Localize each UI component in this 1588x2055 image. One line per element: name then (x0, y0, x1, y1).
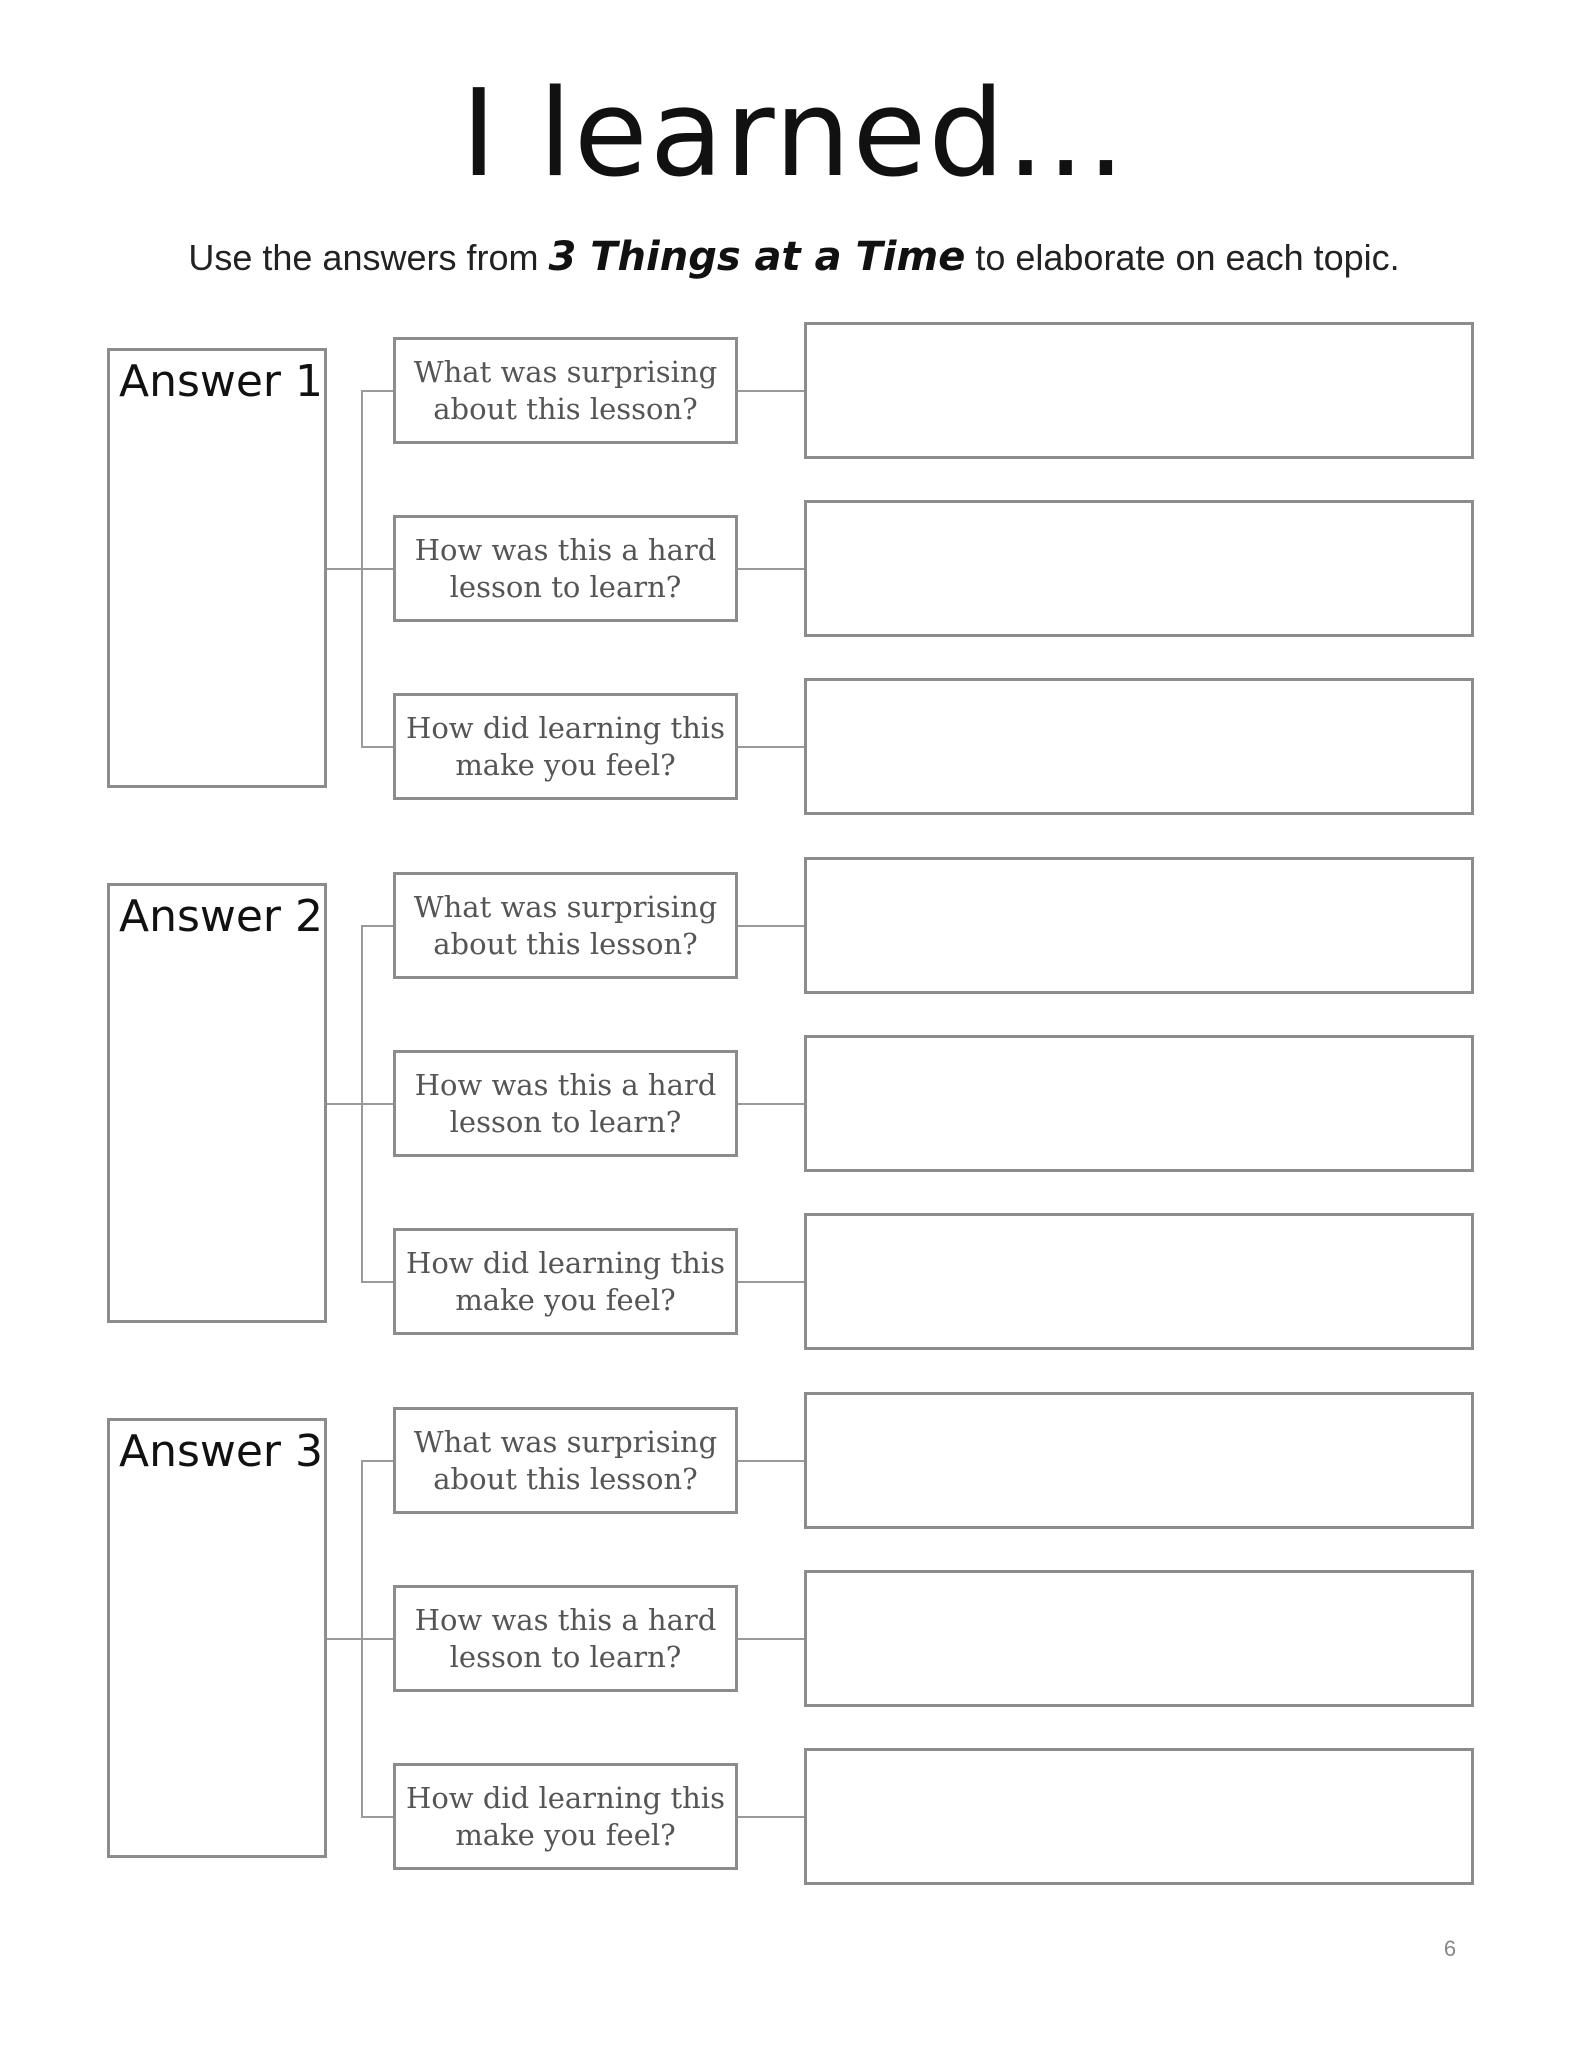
question-feel: How did learning this make you feel? (393, 693, 738, 800)
response-box[interactable] (804, 1570, 1474, 1707)
connector-line (738, 925, 804, 927)
connector-line (327, 568, 363, 570)
connector-line (738, 390, 804, 392)
connector-line (327, 1103, 363, 1105)
connector-branch (361, 746, 393, 748)
page-title: I learned... (461, 65, 1127, 204)
answer-3-label: Answer 3 (118, 1426, 324, 1477)
connector-branch (361, 568, 393, 570)
instructions-before: Use the answers from (188, 237, 549, 278)
answer-section-1 (0, 330, 1588, 840)
answer-section-3 (0, 1400, 1588, 1910)
response-box[interactable] (804, 1392, 1474, 1529)
response-box[interactable] (804, 1213, 1474, 1350)
response-box[interactable] (804, 322, 1474, 459)
answer-1-label: Answer 1 (118, 356, 324, 407)
connector-branch (361, 1816, 393, 1818)
answer-section-2 (0, 865, 1588, 1375)
connector-branch (361, 390, 393, 392)
connector-line (738, 1460, 804, 1462)
question-hard: How was this a hard lesson to learn? (393, 1050, 738, 1157)
connector-line (738, 568, 804, 570)
question-hard: How was this a hard lesson to learn? (393, 1585, 738, 1692)
response-box[interactable] (804, 500, 1474, 637)
response-box[interactable] (804, 857, 1474, 994)
answer-2-label: Answer 2 (118, 891, 324, 942)
connector-branch (361, 1638, 393, 1640)
connector-line (738, 1816, 804, 1818)
question-surprising: What was surprising about this lesson? (393, 872, 738, 979)
connector-line (738, 1638, 804, 1640)
connector-line (738, 1103, 804, 1105)
question-surprising: What was surprising about this lesson? (393, 337, 738, 444)
answer-2-box[interactable] (107, 883, 327, 1323)
connector-branch (361, 1460, 393, 1462)
page-number: 6 (1443, 1936, 1457, 1961)
answer-3-box[interactable] (107, 1418, 327, 1858)
answer-1-box[interactable] (107, 348, 327, 788)
connector-branch (361, 1281, 393, 1283)
question-feel: How did learning this make you feel? (393, 1228, 738, 1335)
connector-line (327, 1638, 363, 1640)
connector-branch (361, 1103, 393, 1105)
connector-line (738, 746, 804, 748)
connector-branch (361, 925, 393, 927)
question-feel: How did learning this make you feel? (393, 1763, 738, 1870)
instructions-after: to elaborate on each topic. (965, 237, 1400, 278)
question-surprising: What was surprising about this lesson? (393, 1407, 738, 1514)
response-box[interactable] (804, 1035, 1474, 1172)
instructions (0, 232, 1588, 283)
connector-line (738, 1281, 804, 1283)
instructions-emphasis: 3 Things at a Time (548, 234, 966, 280)
question-hard: How was this a hard lesson to learn? (393, 515, 738, 622)
response-box[interactable] (804, 1748, 1474, 1885)
response-box[interactable] (804, 678, 1474, 815)
